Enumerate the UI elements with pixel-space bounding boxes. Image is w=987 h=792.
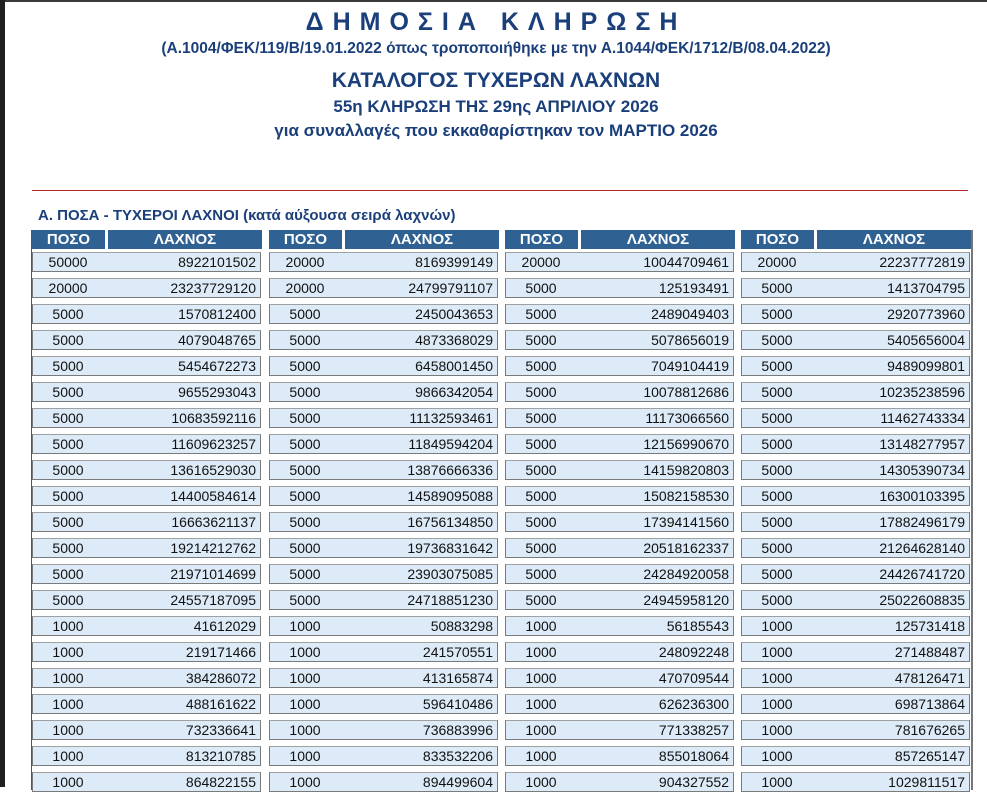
prize-amount: 1000 (289, 618, 321, 634)
table-row (32, 408, 261, 428)
table-row (505, 278, 734, 298)
prize-amount: 5000 (525, 280, 557, 296)
prize-amount: 1000 (525, 774, 557, 790)
section-title: Α. ΠΟΣΑ - ΤΥΧΕΡΟΙ ΛΑΧΝΟΙ (κατά αύξουσα σειρά λαχνών) (38, 207, 456, 224)
prize-amount: 1000 (52, 774, 84, 790)
table-row (505, 746, 734, 766)
table-row (269, 720, 498, 740)
ticket-number: 4079048765 (178, 332, 256, 348)
table-row (741, 772, 970, 792)
table-row (505, 564, 734, 584)
table-border (971, 230, 973, 790)
prize-amount: 1000 (525, 618, 557, 634)
table-row (32, 590, 261, 610)
ticket-number: 8922101502 (178, 254, 256, 270)
prize-amount: 5000 (289, 514, 321, 530)
ticket-number: 5078656019 (651, 332, 729, 348)
ticket-number: 14305390734 (879, 462, 965, 478)
table-row (269, 746, 498, 766)
table-row (505, 590, 734, 610)
ticket-number: 22237772819 (879, 254, 965, 270)
winners-grid (31, 230, 971, 790)
ticket-number: 771338257 (658, 722, 729, 738)
prize-amount: 5000 (525, 306, 557, 322)
table-row (32, 772, 261, 792)
ticket-number: 19214212762 (170, 540, 256, 556)
ticket-number: 248092248 (658, 644, 729, 660)
prize-amount: 5000 (761, 488, 793, 504)
ticket-number: 14159820803 (643, 462, 729, 478)
table-row (32, 616, 261, 636)
document-page (5, 2, 987, 790)
table-row (505, 382, 734, 402)
table-row (741, 382, 970, 402)
prize-amount: 1000 (761, 722, 793, 738)
prize-amount: 1000 (52, 670, 84, 686)
ticket-number: 855018064 (658, 748, 729, 764)
table-row (32, 538, 261, 558)
prize-amount: 5000 (52, 514, 84, 530)
ticket-number: 864822155 (185, 774, 256, 790)
prize-amount: 5000 (52, 384, 84, 400)
ticket-number: 24718851230 (407, 592, 493, 608)
ticket-number: 41612029 (193, 618, 256, 634)
prize-amount: 1000 (525, 696, 557, 712)
table-row (32, 434, 261, 454)
table-row (269, 408, 498, 428)
ticket-number: 478126471 (894, 670, 965, 686)
ticket-number: 24426741720 (879, 566, 965, 582)
column-header-ticket: ΛΑΧΝΟΣ (581, 230, 735, 249)
table-row (269, 278, 498, 298)
table-row (32, 564, 261, 584)
prize-amount: 20000 (285, 280, 325, 296)
ticket-number: 14589095088 (407, 488, 493, 504)
prize-amount: 20000 (48, 280, 88, 296)
prize-amount: 1000 (289, 722, 321, 738)
ticket-number: 781676265 (894, 722, 965, 738)
table-row (269, 330, 498, 350)
prize-amount: 1000 (761, 618, 793, 634)
table-row (269, 460, 498, 480)
table-row (505, 538, 734, 558)
table-row (269, 642, 498, 662)
ticket-number: 11462743334 (880, 410, 965, 426)
prize-amount: 20000 (521, 254, 561, 270)
draw-line: 55η ΚΛΗΡΩΣΗ ΤΗΣ 29ης ΑΠΡΙΛΙΟΥ 2026 (333, 97, 659, 116)
section-divider (32, 190, 968, 191)
ticket-number: 2450043653 (415, 306, 493, 322)
table-row (32, 460, 261, 480)
table-row (741, 460, 970, 480)
table-row (269, 382, 498, 402)
ticket-number: 50883298 (430, 618, 493, 634)
table-row (269, 616, 498, 636)
prize-amount: 1000 (761, 774, 793, 790)
ticket-number: 10044709461 (643, 254, 729, 270)
prize-amount: 5000 (52, 566, 84, 582)
table-row (32, 252, 261, 272)
prize-amount: 5000 (289, 462, 321, 478)
table-row (505, 720, 734, 740)
prize-amount: 1000 (289, 670, 321, 686)
table-row (32, 356, 261, 376)
table-row (741, 252, 970, 272)
ticket-number: 19736831642 (407, 540, 493, 556)
prize-amount: 5000 (289, 306, 321, 322)
ticket-number: 732336641 (185, 722, 256, 738)
ticket-number: 271488487 (894, 644, 965, 660)
table-row (741, 746, 970, 766)
prize-amount: 5000 (761, 566, 793, 582)
prize-amount: 1000 (289, 748, 321, 764)
legal-reference: (Α.1004/ΦΕΚ/119/Β/19.01.2022 όπως τροποποιήθηκε με την Α.1044/ΦΕΚ/1712/Β/08.04.2022) (161, 40, 831, 57)
table-row (269, 694, 498, 714)
prize-amount: 5000 (761, 332, 793, 348)
table-row (269, 564, 498, 584)
ticket-number: 14400584614 (170, 488, 256, 504)
prize-amount: 1000 (761, 670, 793, 686)
column-header-amount: ΠΟΣΟ (505, 230, 578, 249)
ticket-number: 1413704795 (887, 280, 965, 296)
prize-amount: 1000 (525, 722, 557, 738)
ticket-number: 1570812400 (178, 306, 256, 322)
ticket-number: 596410486 (422, 696, 493, 712)
ticket-number: 813210785 (185, 748, 256, 764)
ticket-number: 11609623257 (171, 436, 256, 452)
table-row (505, 486, 734, 506)
ticket-number: 736883996 (422, 722, 493, 738)
table-row (741, 356, 970, 376)
table-row (269, 486, 498, 506)
ticket-number: 6458001450 (415, 358, 493, 374)
column-header-amount: ΠΟΣΟ (32, 230, 105, 249)
prize-amount: 5000 (525, 488, 557, 504)
table-row (741, 278, 970, 298)
ticket-number: 10683592116 (171, 410, 256, 426)
ticket-number: 12156990670 (643, 436, 729, 452)
prize-amount: 5000 (525, 436, 557, 452)
ticket-number: 24557187095 (170, 592, 256, 608)
column-header-ticket: ΛΑΧΝΟΣ (108, 230, 262, 249)
ticket-number: 7049104419 (651, 358, 729, 374)
table-row (741, 408, 970, 428)
ticket-number: 241570551 (422, 644, 493, 660)
prize-amount: 5000 (52, 358, 84, 374)
ticket-number: 24799791107 (408, 280, 493, 296)
prize-amount: 5000 (289, 384, 321, 400)
table-row (505, 772, 734, 792)
ticket-number: 413165874 (422, 670, 493, 686)
ticket-number: 16756134850 (407, 514, 493, 530)
table-row (269, 304, 498, 324)
table-row (32, 304, 261, 324)
ticket-number: 20518162337 (643, 540, 729, 556)
prize-amount: 5000 (289, 410, 321, 426)
ticket-number: 5454672273 (178, 358, 256, 374)
table-row (32, 746, 261, 766)
prize-amount: 5000 (761, 410, 793, 426)
table-row (505, 356, 734, 376)
ticket-number: 894499604 (422, 774, 493, 790)
ticket-number: 11849594204 (408, 436, 493, 452)
column-header-amount: ΠΟΣΟ (741, 230, 814, 249)
prize-amount: 5000 (761, 592, 793, 608)
table-row (741, 486, 970, 506)
table-row (505, 460, 734, 480)
ticket-number: 10078812686 (643, 384, 729, 400)
prize-amount: 5000 (525, 566, 557, 582)
ticket-number: 24945958120 (643, 592, 729, 608)
table-row (269, 512, 498, 532)
table-row (269, 538, 498, 558)
column-header-ticket: ΛΑΧΝΟΣ (345, 230, 499, 249)
table-row (741, 564, 970, 584)
ticket-number: 2920773960 (887, 306, 965, 322)
prize-amount: 1000 (52, 696, 84, 712)
prize-amount: 1000 (52, 722, 84, 738)
table-row (32, 486, 261, 506)
prize-amount: 5000 (761, 384, 793, 400)
table-row (32, 642, 261, 662)
table-row (32, 382, 261, 402)
table-row (505, 616, 734, 636)
prize-amount: 1000 (525, 748, 557, 764)
prize-amount: 1000 (289, 644, 321, 660)
table-row (269, 252, 498, 272)
prize-amount: 1000 (761, 748, 793, 764)
table-row (505, 512, 734, 532)
prize-amount: 5000 (761, 514, 793, 530)
prize-amount: 1000 (289, 774, 321, 790)
table-row (269, 772, 498, 792)
prize-amount: 5000 (52, 410, 84, 426)
prize-amount: 5000 (52, 332, 84, 348)
list-title: ΚΑΤΑΛΟΓΟΣ ΤΥΧΕΡΩΝ ΛΑΧΝΩΝ (331, 69, 661, 92)
prize-amount: 5000 (761, 540, 793, 556)
prize-amount: 5000 (525, 540, 557, 556)
ticket-number: 4873368029 (415, 332, 493, 348)
prize-amount: 5000 (289, 436, 321, 452)
table-row (741, 304, 970, 324)
prize-amount: 5000 (52, 436, 84, 452)
prize-amount: 5000 (761, 358, 793, 374)
prize-amount: 5000 (52, 488, 84, 504)
ticket-number: 2489049403 (651, 306, 729, 322)
prize-amount: 50000 (48, 254, 88, 270)
prize-amount: 5000 (525, 514, 557, 530)
ticket-number: 13616529030 (170, 462, 256, 478)
prize-amount: 5000 (289, 358, 321, 374)
ticket-number: 470709544 (658, 670, 729, 686)
ticket-number: 9489099801 (887, 358, 965, 374)
ticket-number: 25022608835 (879, 592, 965, 608)
table-row (741, 330, 970, 350)
prize-amount: 1000 (525, 670, 557, 686)
table-row (32, 668, 261, 688)
table-row (505, 304, 734, 324)
ticket-number: 17882496179 (879, 514, 965, 530)
prize-amount: 5000 (525, 384, 557, 400)
table-row (269, 590, 498, 610)
prize-amount: 5000 (525, 410, 557, 426)
document-title: ΔΗΜΟΣΙΑ ΚΛΗΡΩΣΗ (305, 8, 687, 36)
prize-amount: 5000 (52, 462, 84, 478)
prize-amount: 5000 (525, 358, 557, 374)
period-line: για συναλλαγές που εκκαθαρίστηκαν τον ΜΑΡΤΙΟ 2026 (274, 121, 718, 140)
ticket-number: 21264628140 (879, 540, 965, 556)
table-row (505, 330, 734, 350)
ticket-number: 11132593461 (409, 410, 493, 426)
table-row (32, 720, 261, 740)
prize-amount: 1000 (525, 644, 557, 660)
prize-amount: 1000 (761, 644, 793, 660)
prize-amount: 5000 (761, 306, 793, 322)
ticket-number: 15082158530 (643, 488, 729, 504)
prize-amount: 1000 (761, 696, 793, 712)
prize-amount: 5000 (525, 332, 557, 348)
prize-amount: 20000 (757, 254, 797, 270)
table-row (505, 252, 734, 272)
table-row (741, 434, 970, 454)
ticket-number: 857265147 (894, 748, 965, 764)
table-row (741, 694, 970, 714)
prize-amount: 5000 (761, 436, 793, 452)
table-row (741, 538, 970, 558)
ticket-number: 56185543 (666, 618, 729, 634)
ticket-number: 10235238596 (879, 384, 965, 400)
ticket-number: 13148277957 (879, 436, 965, 452)
ticket-number: 384286072 (185, 670, 256, 686)
prize-amount: 1000 (52, 748, 84, 764)
ticket-number: 23237729120 (170, 280, 256, 296)
ticket-number: 9655293043 (178, 384, 256, 400)
prize-amount: 5000 (52, 306, 84, 322)
ticket-number: 904327552 (658, 774, 729, 790)
ticket-number: 219171466 (185, 644, 256, 660)
ticket-number: 24284920058 (643, 566, 729, 582)
ticket-number: 16663621137 (171, 514, 256, 530)
table-row (269, 434, 498, 454)
prize-amount: 5000 (525, 592, 557, 608)
prize-amount: 5000 (289, 332, 321, 348)
prize-amount: 5000 (761, 462, 793, 478)
ticket-number: 833532206 (422, 748, 493, 764)
ticket-number: 21971014699 (170, 566, 256, 582)
prize-amount: 1000 (52, 644, 84, 660)
ticket-number: 8169399149 (415, 254, 493, 270)
prize-amount: 5000 (525, 462, 557, 478)
prize-amount: 1000 (289, 696, 321, 712)
prize-amount: 20000 (285, 254, 325, 270)
table-row (32, 512, 261, 532)
ticket-number: 125193491 (658, 280, 729, 296)
column-header-amount: ΠΟΣΟ (269, 230, 342, 249)
ticket-number: 698713864 (894, 696, 965, 712)
table-row (32, 694, 261, 714)
prize-amount: 5000 (52, 540, 84, 556)
ticket-number: 125731418 (894, 618, 965, 634)
ticket-number: 17394141560 (643, 514, 729, 530)
ticket-number: 13876666336 (407, 462, 493, 478)
table-row (32, 330, 261, 350)
table-row (741, 642, 970, 662)
table-row (741, 720, 970, 740)
table-row (505, 642, 734, 662)
ticket-number: 16300103395 (879, 488, 965, 504)
ticket-number: 11173066560 (645, 410, 729, 426)
ticket-number: 626236300 (658, 696, 729, 712)
table-row (32, 278, 261, 298)
table-row (741, 616, 970, 636)
ticket-number: 5405656004 (887, 332, 965, 348)
table-row (269, 356, 498, 376)
ticket-number: 488161622 (185, 696, 256, 712)
table-row (505, 694, 734, 714)
prize-amount: 5000 (761, 280, 793, 296)
prize-amount: 5000 (289, 566, 321, 582)
table-row (741, 590, 970, 610)
prize-amount: 5000 (289, 540, 321, 556)
table-row (269, 668, 498, 688)
table-row (741, 668, 970, 688)
table-row (505, 408, 734, 428)
table-row (741, 512, 970, 532)
prize-amount: 5000 (52, 592, 84, 608)
ticket-number: 23903075085 (407, 566, 493, 582)
prize-amount: 5000 (289, 592, 321, 608)
prize-amount: 5000 (289, 488, 321, 504)
ticket-number: 9866342054 (415, 384, 493, 400)
ticket-number: 1029811517 (888, 774, 965, 790)
column-header-ticket: ΛΑΧΝΟΣ (817, 230, 971, 249)
table-row (505, 668, 734, 688)
table-row (505, 434, 734, 454)
prize-amount: 1000 (52, 618, 84, 634)
